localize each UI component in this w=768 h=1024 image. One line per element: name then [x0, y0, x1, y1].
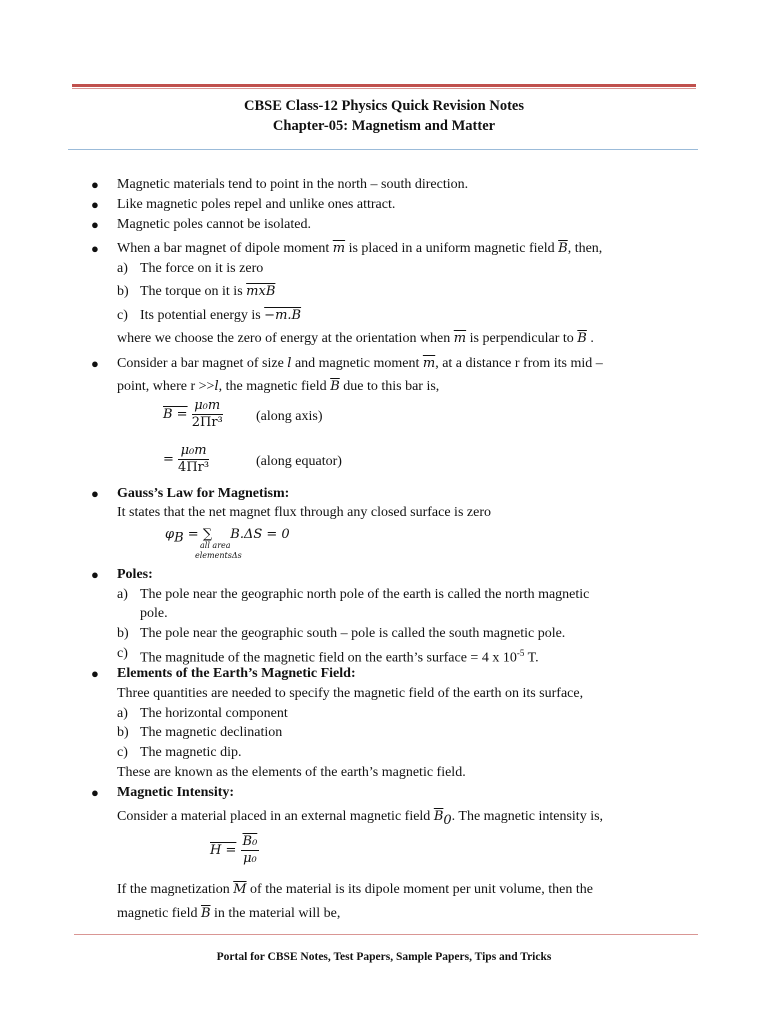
note-line: The pole near the geographic north pole of the earth is called the north magnetic: [140, 587, 590, 602]
note-line: pole.: [140, 606, 168, 621]
note-line: The torque on it is $\overline{mxB}$: [140, 284, 276, 299]
bullet-icon: ●: [91, 486, 99, 501]
bullet-icon: ●: [91, 197, 99, 212]
bullet-icon: ●: [91, 241, 99, 256]
list-label: a): [117, 587, 128, 602]
header-top-rule: [72, 84, 696, 87]
list-label: c): [117, 308, 128, 323]
note-line: magnetic field $\overline{B}$ in the material will be,: [117, 906, 341, 921]
bullet-icon: ●: [91, 177, 99, 192]
header-divider: [68, 149, 698, 150]
list-label: b): [117, 284, 129, 299]
bullet-icon: ●: [91, 217, 99, 232]
list-label: a): [117, 261, 128, 276]
external-field-symbol: $\overline{B}$: [433, 809, 444, 824]
moment-symbol: $\overline{m}$: [332, 241, 346, 256]
page-footer: Portal for CBSE Notes, Test Papers, Sample Papers, Tips and Tricks: [216, 951, 552, 963]
page-title: CBSE Class-12 Physics Quick Revision Notes: [244, 98, 524, 114]
bullet-icon: ●: [91, 567, 99, 582]
sum-subscript: elementsΔs: [195, 551, 242, 560]
note-line: The pole near the geographic south – pole is called the south magnetic pole.: [140, 626, 566, 641]
note-line: (along axis): [256, 409, 323, 424]
bullet-icon: ●: [91, 666, 99, 681]
section-heading: Gauss’s Law for Magnetism:: [117, 486, 290, 501]
note-line: point, where r >>l, the magnetic field $\overline{B}$ due to this bar is,: [117, 379, 440, 394]
field-symbol: $\overline{B}$: [577, 331, 587, 346]
note-line: where we choose the zero of energy at the orientation when $\overline{m}$ is perpendicular to $\overline{B}$ .: [117, 331, 594, 346]
note-line: Magnetic poles cannot be isolated.: [117, 217, 311, 232]
moment-symbol: $\overline{m}$: [453, 331, 467, 346]
section-heading: Magnetic Intensity:: [117, 785, 235, 800]
magnetization-symbol: $\overline{M}$: [233, 882, 247, 897]
size-symbol: l: [287, 356, 292, 371]
note-line: The force on it is zero: [140, 261, 264, 276]
note-line: Magnetic materials tend to point in the north – south direction.: [117, 177, 469, 192]
bullet-icon: ●: [91, 356, 99, 371]
note-line: Consider a bar magnet of size l and magnetic moment $\overline{m}$, at a distance r from its mid –: [117, 356, 603, 371]
note-line: The magnetic declination: [140, 725, 283, 740]
sum-subscript: all area: [200, 541, 231, 550]
note-line: These are known as the elements of the earth’s magnetic field.: [117, 765, 466, 780]
energy-formula: −m.B: [264, 308, 302, 323]
note-line: Consider a material placed in an external magnetic field $\overline{B}_0$. The magnetic intensity is,: [117, 809, 604, 828]
note-line: When a bar magnet of dipole moment $\overline{m}$ is placed in a uniform magnetic field $\overline{B}$, then,: [117, 241, 603, 256]
note-line: (along equator): [256, 454, 342, 469]
chapter-title: Chapter-05: Magnetism and Matter: [272, 118, 496, 134]
equation-gauss: $\varphi_B$ = ∑ B.ΔS = 0: [165, 527, 290, 546]
torque-formula: $\overline{mxB}$: [246, 284, 276, 299]
list-label: c): [117, 646, 128, 661]
equation-axis: B = $\frac{\text{μ₀m}}{\text{2Πr³}}$: [163, 398, 223, 430]
equation-equator: = $\frac{\text{μ₀m}}{\text{4Πr³}}$: [163, 443, 210, 475]
note-line: Like magnetic poles repel and unlike ones attract.: [117, 197, 396, 212]
note-line: Three quantities are needed to specify the magnetic field of the earth on its surface,: [117, 686, 584, 701]
list-label: b): [117, 626, 129, 641]
section-heading: Elements of the Earth’s Magnetic Field:: [117, 666, 356, 681]
field-symbol: $\overline{B}$: [330, 379, 340, 394]
field-symbol: $\overline{B}$: [200, 906, 211, 921]
header-top-rule-thin: [72, 88, 696, 89]
note-line: The magnetic dip.: [140, 745, 242, 760]
note-line: It states that the net magnet flux through any closed surface is zero: [117, 505, 491, 520]
bullet-icon: ●: [91, 785, 99, 800]
footer-divider: [74, 934, 698, 935]
list-label: c): [117, 745, 128, 760]
note-line: Its potential energy is −m.B: [140, 308, 302, 323]
note-line: The magnitude of the magnetic field on the earth’s surface = 4 x $10^{-5}$ T.: [140, 648, 539, 666]
list-label: a): [117, 706, 128, 721]
section-heading: Poles:: [117, 567, 153, 582]
field-symbol: $\overline{B}$: [558, 241, 568, 256]
moment-symbol: $\overline{m}$: [422, 356, 436, 371]
note-line: If the magnetization $\overline{M}$ of the material is its dipole moment per unit volume, then the: [117, 882, 593, 897]
equation-intensity: H = $\frac{\text{B₀}}{\text{μ₀}}$: [210, 834, 258, 866]
list-label: b): [117, 725, 129, 740]
note-line: The horizontal component: [140, 706, 288, 721]
